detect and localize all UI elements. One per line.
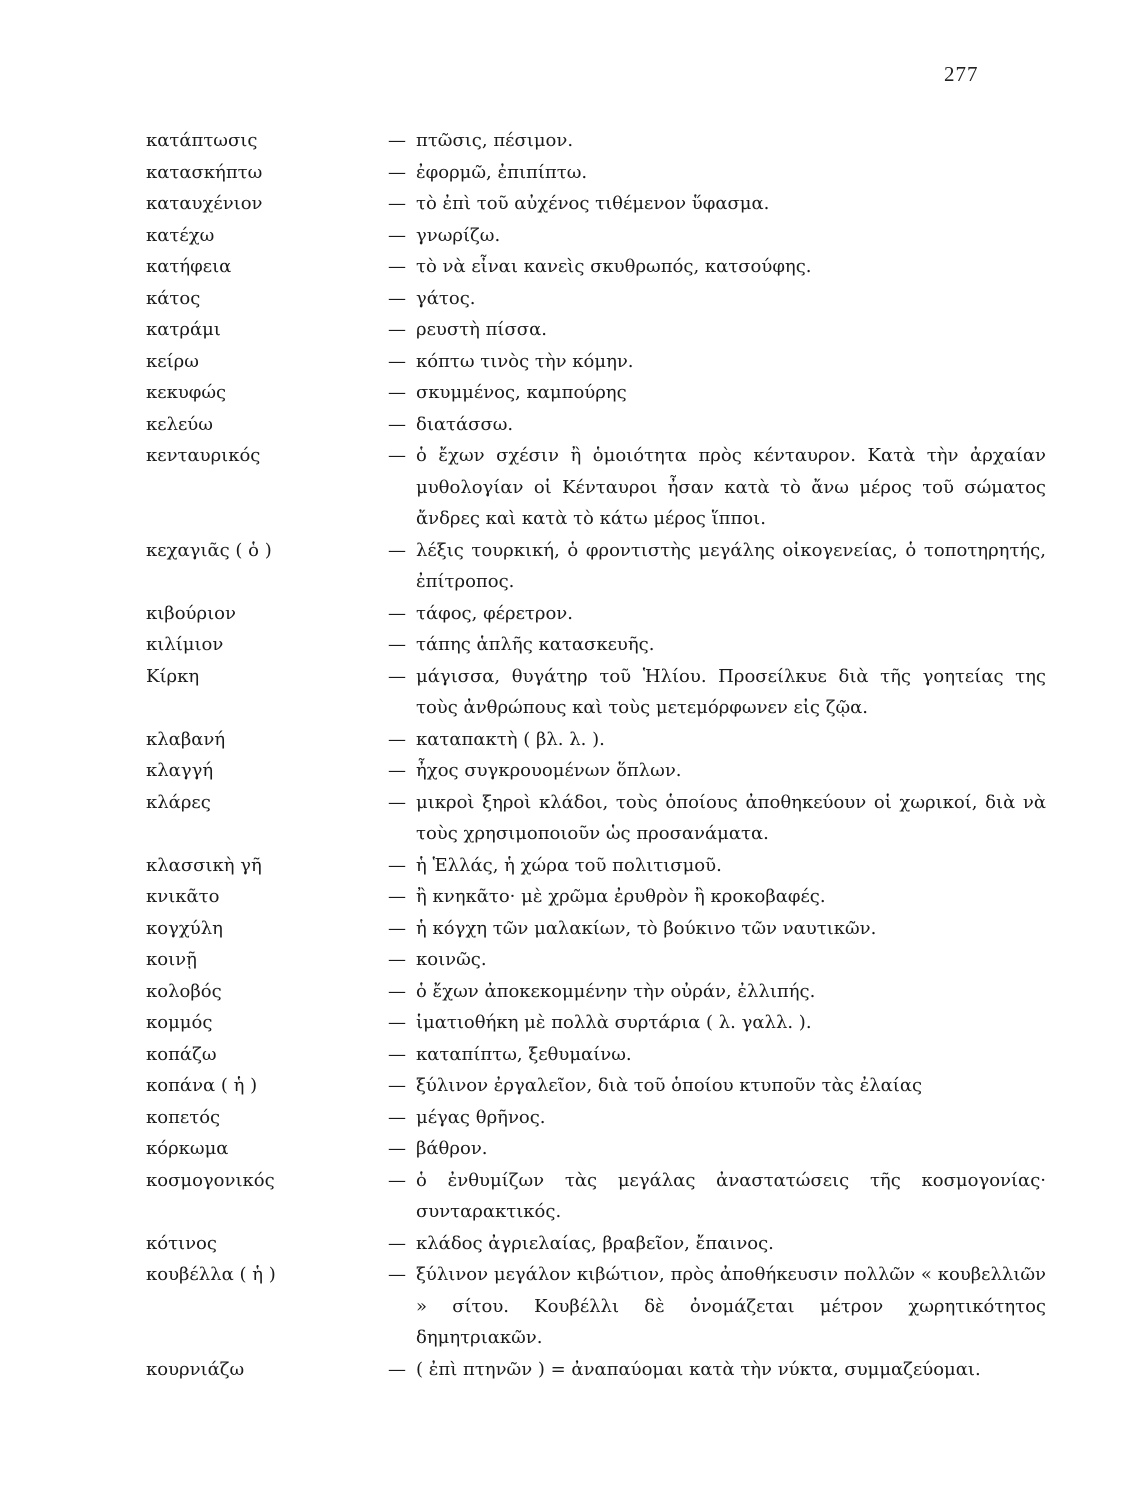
entry-term: κεκυφώς bbox=[146, 382, 227, 403]
entry-definition: γνωρίζω. bbox=[416, 224, 501, 246]
entry-definition-block bbox=[388, 881, 1046, 913]
entry-definition-block bbox=[388, 913, 1046, 945]
entry-definition: σκυμμένος, καμπούρης bbox=[416, 382, 627, 403]
entry-definition: ἡ κόγχη τῶν μαλακίων, τὸ βούκινο τῶν ναυτικῶν. bbox=[416, 917, 877, 939]
glossary-entry bbox=[146, 755, 1046, 787]
entry-term: κοσμογονικός bbox=[146, 1169, 275, 1191]
entry-term: κατράμι bbox=[146, 319, 221, 340]
entry-definition-block bbox=[388, 283, 1046, 315]
entry-term: Κίρκη bbox=[146, 665, 200, 687]
em-dash-separator: — bbox=[388, 1264, 406, 1285]
entry-definition: λέξις τουρκική, ὁ φροντιστὴς μεγάλης οἰκογενείας, ὁ τοποτηρητής, ἐπίτροπος. bbox=[416, 539, 1046, 592]
entry-definition-block bbox=[388, 598, 1046, 630]
entry-term: κοπάζω bbox=[146, 1043, 217, 1065]
glossary-entry bbox=[146, 1354, 1046, 1386]
entry-term: κοπετός bbox=[146, 1106, 221, 1128]
entry-definition: ὁ ἔχων σχέσιν ἢ ὁμοιότητα πρὸς κένταυρον. Κατὰ τὴν ἀρχαίαν μυθολογίαν οἱ Κένταυροι ἦσαν κατὰ τὸ ἄνω μέρος τοῦ σώματος ἄνδρες καὶ κατὰ τὸ κάτω μέρος ἵπποι. bbox=[416, 445, 1046, 529]
entry-term: κότινος bbox=[146, 1232, 217, 1254]
glossary-list bbox=[146, 125, 1046, 1385]
entry-term: κόρκωμα bbox=[146, 1138, 229, 1159]
entry-term: κολοβός bbox=[146, 980, 222, 1002]
entry-definition-block bbox=[388, 755, 1046, 787]
entry-definition-block bbox=[388, 157, 1046, 189]
entry-definition: κλάδος ἀγριελαίας, βραβεῖον, ἔπαινος. bbox=[416, 1232, 774, 1254]
glossary-entry bbox=[146, 1102, 1046, 1134]
entry-definition-block bbox=[388, 409, 1046, 441]
glossary-entry bbox=[146, 1133, 1046, 1165]
entry-term: κλασσικὴ γῆ bbox=[146, 854, 262, 876]
em-dash-separator: — bbox=[388, 665, 406, 687]
entry-definition-block bbox=[388, 440, 1046, 535]
entry-definition: ἡ Ἑλλάς, ἡ χώρα τοῦ πολιτισμοῦ. bbox=[416, 854, 722, 876]
glossary-entry bbox=[146, 976, 1046, 1008]
em-dash-separator: — bbox=[388, 193, 406, 214]
em-dash-separator: — bbox=[388, 1106, 406, 1128]
glossary-entry bbox=[146, 535, 1046, 598]
entry-term: κελεύω bbox=[146, 413, 213, 435]
glossary-entry bbox=[146, 1228, 1046, 1260]
entry-term: καταυχένιον bbox=[146, 193, 263, 214]
entry-term: κεχαγιᾶς ( ὁ ) bbox=[146, 539, 272, 561]
entry-term: κάτος bbox=[146, 287, 201, 309]
em-dash-separator: — bbox=[388, 130, 406, 151]
em-dash-separator: — bbox=[388, 886, 406, 907]
entry-definition: ξύλινον μεγάλον κιβώτιον, πρὸς ἀποθήκευσιν πολλῶν « κουβελλιῶν » σίτου. Κουβέλλι δὲ ὀνομάζεται μέτρον χωρητικότητος δημητριακῶν. bbox=[416, 1264, 1046, 1348]
em-dash-separator: — bbox=[388, 256, 406, 277]
entry-term: κοινῇ bbox=[146, 949, 197, 970]
entry-definition: ἱματιοθήκη μὲ πολλὰ συρτάρια ( λ. γαλλ. ). bbox=[416, 1012, 812, 1033]
em-dash-separator: — bbox=[388, 634, 406, 655]
entry-definition: βάθρον. bbox=[416, 1138, 488, 1159]
entry-definition-block bbox=[388, 944, 1046, 976]
glossary-entry bbox=[146, 661, 1046, 724]
entry-term: κενταυρικός bbox=[146, 445, 261, 466]
entry-definition-block bbox=[388, 1133, 1046, 1165]
em-dash-separator: — bbox=[388, 791, 406, 813]
entry-term: κουβέλλα ( ἡ ) bbox=[146, 1264, 276, 1285]
entry-definition: ( ἐπὶ πτηνῶν ) = ἀναπαύομαι κατὰ τὴν νύκτα, συμμαζεύομαι. bbox=[416, 1358, 981, 1380]
entry-term: κατασκήπτω bbox=[146, 161, 263, 183]
entry-definition-block bbox=[388, 220, 1046, 252]
em-dash-separator: — bbox=[388, 949, 406, 970]
entry-definition-block bbox=[388, 1007, 1046, 1039]
glossary-entry bbox=[146, 629, 1046, 661]
em-dash-separator: — bbox=[388, 602, 406, 624]
em-dash-separator: — bbox=[388, 1138, 406, 1159]
entry-definition-block bbox=[388, 1039, 1046, 1071]
entry-definition: ρευστὴ πίσσα. bbox=[416, 319, 547, 340]
entry-definition-block bbox=[388, 251, 1046, 283]
glossary-entry bbox=[146, 440, 1046, 535]
entry-definition-block bbox=[388, 314, 1046, 346]
glossary-entry bbox=[146, 157, 1046, 189]
glossary-entry bbox=[146, 944, 1046, 976]
entry-term: κιλίμιον bbox=[146, 634, 224, 655]
glossary-entry bbox=[146, 1165, 1046, 1228]
entry-term: κατήφεια bbox=[146, 256, 232, 277]
glossary-entry bbox=[146, 1039, 1046, 1071]
em-dash-separator: — bbox=[388, 980, 406, 1002]
em-dash-separator: — bbox=[388, 1169, 406, 1191]
glossary-entry bbox=[146, 409, 1046, 441]
entry-definition-block bbox=[388, 661, 1046, 724]
em-dash-separator: — bbox=[388, 539, 406, 561]
entry-definition-block bbox=[388, 976, 1046, 1008]
entry-term: κομμός bbox=[146, 1012, 213, 1033]
em-dash-separator: — bbox=[388, 1043, 406, 1065]
glossary-entry bbox=[146, 881, 1046, 913]
entry-term: κνικᾶτο bbox=[146, 886, 220, 907]
entry-term: κλαγγή bbox=[146, 760, 214, 781]
entry-definition: μέγας θρῆνος. bbox=[416, 1106, 546, 1128]
glossary-entry bbox=[146, 346, 1046, 378]
glossary-entry bbox=[146, 251, 1046, 283]
em-dash-separator: — bbox=[388, 224, 406, 246]
entry-definition: μικροὶ ξηροὶ κλάδοι, τοὺς ὁποίους ἀποθηκεύουν οἱ χωρικοί, διὰ νὰ τοὺς χρησιμοποιοῦν ὡς προσανάματα. bbox=[416, 791, 1046, 844]
glossary-entry bbox=[146, 724, 1046, 756]
entry-term: κείρω bbox=[146, 350, 199, 372]
entry-term: κατέχω bbox=[146, 224, 215, 246]
glossary-entry bbox=[146, 188, 1046, 220]
entry-term: κατάπτωσις bbox=[146, 130, 258, 151]
entry-definition-block bbox=[388, 629, 1046, 661]
page-number: 277 bbox=[944, 62, 979, 86]
em-dash-separator: — bbox=[388, 1358, 406, 1380]
glossary-entry bbox=[146, 220, 1046, 252]
entry-definition-block bbox=[388, 125, 1046, 157]
entry-definition: καταπακτὴ ( βλ. λ. ). bbox=[416, 728, 605, 750]
entry-definition: ὁ ἐνθυμίζων τὰς μεγάλας ἀναστατώσεις τῆς κοσμογονίας· συνταρακτικός. bbox=[416, 1169, 1046, 1222]
entry-term: κοπάνα ( ἡ ) bbox=[146, 1075, 258, 1096]
entry-definition-block bbox=[388, 1070, 1046, 1102]
entry-term: κουρνιάζω bbox=[146, 1358, 245, 1380]
entry-definition-block bbox=[388, 1354, 1046, 1386]
entry-term: κλαβανή bbox=[146, 728, 226, 750]
glossary-entry bbox=[146, 1070, 1046, 1102]
glossary-entry bbox=[146, 1007, 1046, 1039]
entry-definition: καταπίπτω, ξεθυμαίνω. bbox=[416, 1043, 632, 1065]
entry-definition: ὁ ἔχων ἀποκεκομμένην τὴν οὐράν, ἐλλιπής. bbox=[416, 980, 816, 1002]
entry-definition: ἦχος συγκρουομένων ὅπλων. bbox=[416, 760, 682, 781]
entry-definition: κόπτω τινὸς τὴν κόμην. bbox=[416, 350, 634, 372]
em-dash-separator: — bbox=[388, 350, 406, 372]
entry-definition: τάπης ἁπλῆς κατασκευῆς. bbox=[416, 634, 655, 655]
em-dash-separator: — bbox=[388, 445, 406, 466]
entry-definition: διατάσσω. bbox=[416, 413, 514, 435]
em-dash-separator: — bbox=[388, 319, 406, 340]
entry-definition-block bbox=[388, 1165, 1046, 1228]
em-dash-separator: — bbox=[388, 287, 406, 309]
em-dash-separator: — bbox=[388, 917, 406, 939]
em-dash-separator: — bbox=[388, 161, 406, 183]
entry-definition-block bbox=[388, 1259, 1046, 1354]
glossary-entry bbox=[146, 1259, 1046, 1354]
em-dash-separator: — bbox=[388, 760, 406, 781]
entry-definition: ξύλινον ἐργαλεῖον, διὰ τοῦ ὁποίου κτυποῦν τὰς ἐλαίας bbox=[416, 1075, 923, 1096]
em-dash-separator: — bbox=[388, 382, 406, 403]
entry-definition: κοινῶς. bbox=[416, 949, 487, 970]
entry-definition: μάγισσα, θυγάτηρ τοῦ Ἡλίου. Προσείλκυε διὰ τῆς γοητείας της τοὺς ἀνθρώπους καὶ τοὺς μετεμόρφωνεν εἰς ζῷα. bbox=[416, 665, 1046, 718]
entry-definition-block bbox=[388, 377, 1046, 409]
entry-definition-block bbox=[388, 1102, 1046, 1134]
glossary-entry bbox=[146, 598, 1046, 630]
entry-definition: τὸ νὰ εἶναι κανεὶς σκυθρωπός, κατσούφης. bbox=[416, 256, 812, 277]
glossary-entry bbox=[146, 377, 1046, 409]
entry-definition-block bbox=[388, 535, 1046, 598]
entry-definition: γάτος. bbox=[416, 287, 476, 309]
glossary-entry bbox=[146, 125, 1046, 157]
glossary-entry bbox=[146, 913, 1046, 945]
em-dash-separator: — bbox=[388, 1075, 406, 1096]
glossary-entry bbox=[146, 314, 1046, 346]
glossary-entry bbox=[146, 850, 1046, 882]
entry-definition-block bbox=[388, 346, 1046, 378]
entry-definition: πτῶσις, πέσιμον. bbox=[416, 130, 574, 151]
glossary-entry bbox=[146, 283, 1046, 315]
entry-definition-block bbox=[388, 188, 1046, 220]
entry-definition: τάφος, φέρετρον. bbox=[416, 602, 573, 624]
em-dash-separator: — bbox=[388, 854, 406, 876]
em-dash-separator: — bbox=[388, 413, 406, 435]
entry-definition-block bbox=[388, 1228, 1046, 1260]
glossary-entry bbox=[146, 787, 1046, 850]
entry-term: κιβούριον bbox=[146, 602, 236, 624]
entry-definition-block bbox=[388, 724, 1046, 756]
entry-term: κογχύλη bbox=[146, 917, 223, 939]
em-dash-separator: — bbox=[388, 728, 406, 750]
entry-definition-block bbox=[388, 787, 1046, 850]
entry-definition: ἢ κνηκᾶτο· μὲ χρῶμα ἐρυθρὸν ἢ κροκοβαφές. bbox=[416, 886, 826, 907]
em-dash-separator: — bbox=[388, 1012, 406, 1033]
entry-term: κλάρες bbox=[146, 791, 211, 813]
entry-definition-block bbox=[388, 850, 1046, 882]
entry-definition: ἐφορμῶ, ἐπιπίπτω. bbox=[416, 161, 588, 183]
em-dash-separator: — bbox=[388, 1232, 406, 1254]
entry-definition: τὸ ἐπὶ τοῦ αὐχένος τιθέμενον ὕφασμα. bbox=[416, 193, 770, 214]
